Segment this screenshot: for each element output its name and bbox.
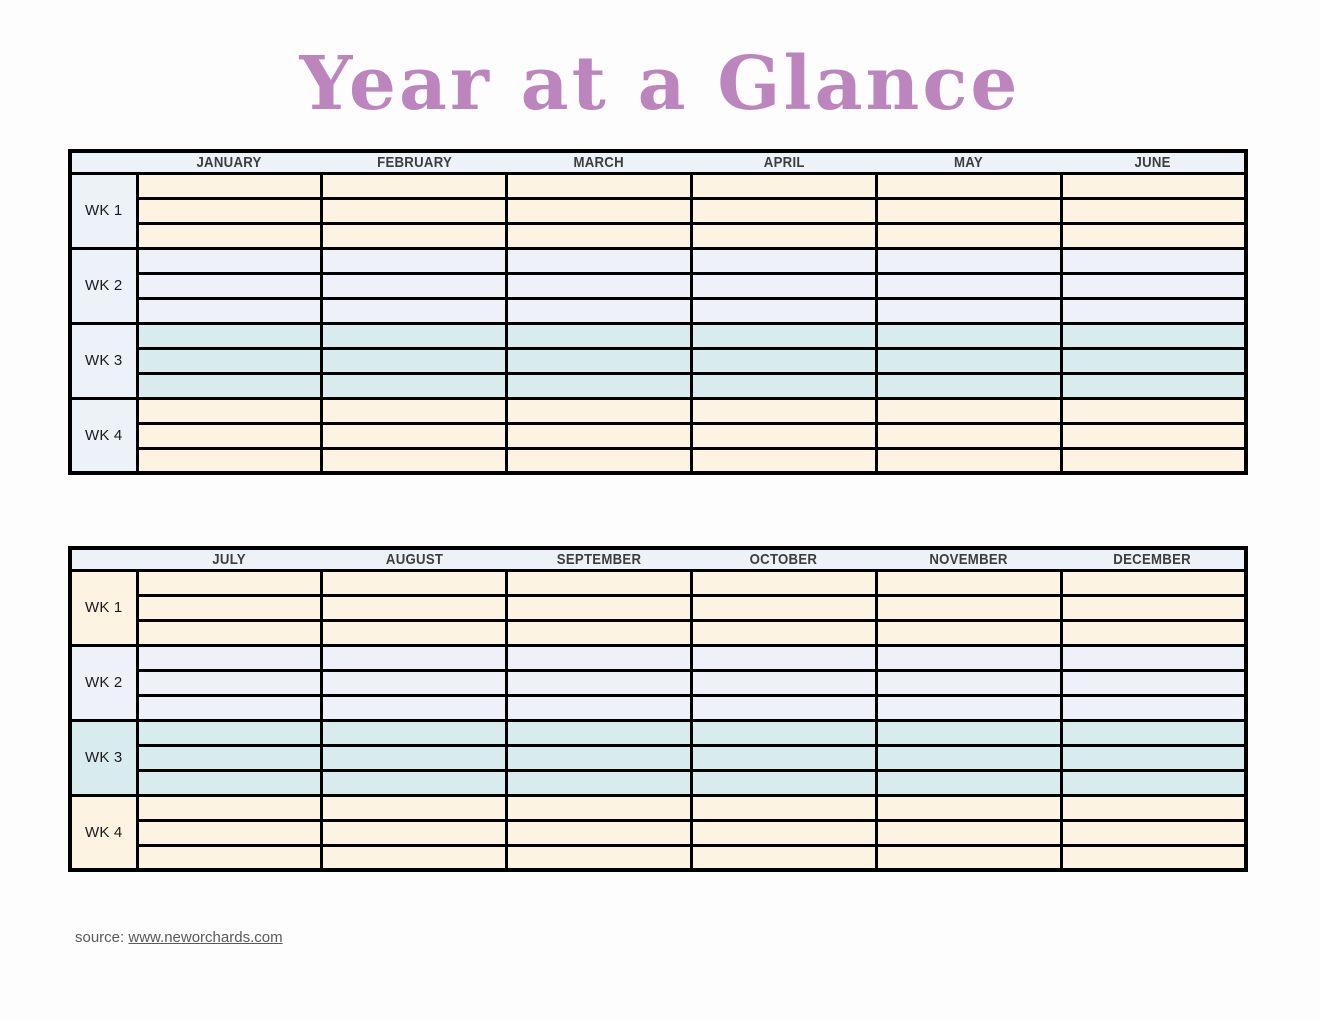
calendar-cell-july-wk-2-line2 xyxy=(137,670,322,695)
calendar-cell-january-wk-4-line3 xyxy=(137,448,322,473)
calendar-cell-may-wk-2-line1 xyxy=(876,248,1061,273)
week-label-wk-2: WK 2 xyxy=(70,645,137,720)
week-label-wk-2: WK 2 xyxy=(70,248,137,323)
calendar-cell-september-wk-2-line3 xyxy=(507,695,692,720)
calendar-cell-july-wk-4-line2 xyxy=(137,820,322,845)
calendar-cell-july-wk-1-line2 xyxy=(137,595,322,620)
calendar-cell-december-wk-1-line2 xyxy=(1061,595,1246,620)
calendar-cell-september-wk-2-line2 xyxy=(507,670,692,695)
week-line-row xyxy=(70,373,1246,398)
calendar-cell-may-wk-2-line3 xyxy=(876,298,1061,323)
calendar-cell-november-wk-2-line1 xyxy=(876,645,1061,670)
calendar-cell-july-wk-3-line2 xyxy=(137,745,322,770)
month-header-october xyxy=(691,548,876,570)
month-header-row xyxy=(70,548,1246,570)
week-line-row xyxy=(70,845,1246,870)
calendar-cell-february-wk-4-line2 xyxy=(322,423,507,448)
month-header-row xyxy=(70,151,1246,173)
month-header-label: SEPTEMBER xyxy=(556,550,642,568)
calendar-cell-november-wk-1-line1 xyxy=(876,570,1061,595)
calendar-cell-october-wk-1-line2 xyxy=(691,595,876,620)
calendar-cell-june-wk-2-line2 xyxy=(1061,273,1246,298)
calendar-cell-april-wk-4-line1 xyxy=(691,398,876,423)
calendar-cell-october-wk-2-line1 xyxy=(691,645,876,670)
month-header-august xyxy=(322,548,507,570)
calendar-cell-september-wk-3-line3 xyxy=(507,770,692,795)
calendar-cell-december-wk-3-line3 xyxy=(1061,770,1246,795)
calendar-cell-march-wk-1-line3 xyxy=(507,223,692,248)
month-header-may xyxy=(876,151,1061,173)
calendar-cell-march-wk-4-line3 xyxy=(507,448,692,473)
month-header-label: OCTOBER xyxy=(750,550,818,568)
calendar-cell-july-wk-1-line1 xyxy=(137,570,322,595)
calendar-cell-june-wk-4-line2 xyxy=(1061,423,1246,448)
calendar-cell-december-wk-3-line1 xyxy=(1061,720,1246,745)
week-line-row xyxy=(70,595,1246,620)
month-header-february xyxy=(322,151,507,173)
calendar-cell-january-wk-1-line1 xyxy=(137,173,322,198)
calendar-cell-october-wk-4-line3 xyxy=(691,845,876,870)
calendar-cell-may-wk-1-line2 xyxy=(876,198,1061,223)
calendar-cell-march-wk-3-line1 xyxy=(507,323,692,348)
source-link[interactable]: www.neworchards.com xyxy=(128,929,283,946)
week-line-row xyxy=(70,820,1246,845)
month-header-november xyxy=(876,548,1061,570)
calendar-cell-october-wk-2-line3 xyxy=(691,695,876,720)
calendar-cell-september-wk-4-line3 xyxy=(507,845,692,870)
calendar-cell-august-wk-1-line3 xyxy=(322,620,507,645)
calendar-cell-june-wk-1-line3 xyxy=(1061,223,1246,248)
calendar-cell-october-wk-2-line2 xyxy=(691,670,876,695)
calendar-cell-august-wk-4-line1 xyxy=(322,795,507,820)
calendar-cell-november-wk-4-line2 xyxy=(876,820,1061,845)
week-line-row xyxy=(70,670,1246,695)
calendar-cell-november-wk-2-line2 xyxy=(876,670,1061,695)
calendar-cell-april-wk-1-line1 xyxy=(691,173,876,198)
calendar-cell-january-wk-2-line1 xyxy=(137,248,322,273)
calendar-cell-february-wk-3-line1 xyxy=(322,323,507,348)
calendar-cell-november-wk-3-line3 xyxy=(876,770,1061,795)
calendar-cell-april-wk-3-line1 xyxy=(691,323,876,348)
calendar-cell-august-wk-1-line2 xyxy=(322,595,507,620)
page-title: Year at a Glance xyxy=(299,41,1021,127)
calendar-cell-june-wk-2-line3 xyxy=(1061,298,1246,323)
calendar-cell-august-wk-2-line1 xyxy=(322,645,507,670)
month-header-label: FEBRUARY xyxy=(376,153,452,171)
week-line-row xyxy=(70,348,1246,373)
week-label-wk-1: WK 1 xyxy=(70,173,137,248)
calendar-cell-june-wk-3-line1 xyxy=(1061,323,1246,348)
calendar-cell-november-wk-3-line2 xyxy=(876,745,1061,770)
calendar-cell-november-wk-4-line1 xyxy=(876,795,1061,820)
calendar-cell-november-wk-4-line3 xyxy=(876,845,1061,870)
calendar-cell-november-wk-1-line3 xyxy=(876,620,1061,645)
calendar-cell-march-wk-1-line2 xyxy=(507,198,692,223)
calendar-cell-january-wk-3-line1 xyxy=(137,323,322,348)
calendar-cell-december-wk-2-line3 xyxy=(1061,695,1246,720)
week-label-wk-3: WK 3 xyxy=(70,323,137,398)
calendar-cell-april-wk-1-line2 xyxy=(691,198,876,223)
calendar-cell-march-wk-2-line3 xyxy=(507,298,692,323)
calendar-cell-august-wk-3-line3 xyxy=(322,770,507,795)
calendar-cell-december-wk-2-line2 xyxy=(1061,670,1246,695)
calendar-cell-february-wk-3-line2 xyxy=(322,348,507,373)
month-header-label: NOVEMBER xyxy=(929,550,1008,568)
calendar-cell-may-wk-1-line1 xyxy=(876,173,1061,198)
calendar-cell-september-wk-3-line1 xyxy=(507,720,692,745)
calendar-cell-november-wk-2-line3 xyxy=(876,695,1061,720)
week-line-row xyxy=(70,198,1246,223)
calendar-cell-june-wk-4-line3 xyxy=(1061,448,1246,473)
calendar-cell-may-wk-3-line1 xyxy=(876,323,1061,348)
calendar-cell-october-wk-4-line1 xyxy=(691,795,876,820)
calendar-cell-december-wk-4-line3 xyxy=(1061,845,1246,870)
calendar-cell-august-wk-4-line3 xyxy=(322,845,507,870)
calendar-cell-august-wk-2-line2 xyxy=(322,670,507,695)
calendar-cell-may-wk-4-line1 xyxy=(876,398,1061,423)
calendar-cell-april-wk-2-line2 xyxy=(691,273,876,298)
calendar-cell-may-wk-3-line2 xyxy=(876,348,1061,373)
calendar-cell-july-wk-3-line3 xyxy=(137,770,322,795)
month-header-december xyxy=(1061,548,1246,570)
calendar-cell-march-wk-3-line2 xyxy=(507,348,692,373)
calendar-cell-december-wk-1-line3 xyxy=(1061,620,1246,645)
calendar-cell-may-wk-3-line3 xyxy=(876,373,1061,398)
month-header-label: MAY xyxy=(954,153,984,171)
week-line-row xyxy=(70,248,1246,273)
calendar-cell-august-wk-3-line1 xyxy=(322,720,507,745)
week-line-row xyxy=(70,720,1246,745)
week-line-row xyxy=(70,423,1246,448)
week-line-row xyxy=(70,448,1246,473)
calendar-cell-march-wk-4-line1 xyxy=(507,398,692,423)
calendar-cell-september-wk-4-line1 xyxy=(507,795,692,820)
month-header-label: AUGUST xyxy=(385,550,443,568)
calendar-cell-november-wk-3-line1 xyxy=(876,720,1061,745)
calendar-cell-february-wk-3-line3 xyxy=(322,373,507,398)
calendar-cell-december-wk-2-line1 xyxy=(1061,645,1246,670)
calendar-cell-december-wk-4-line2 xyxy=(1061,820,1246,845)
calendar-cell-september-wk-2-line1 xyxy=(507,645,692,670)
calendar-cell-april-wk-2-line3 xyxy=(691,298,876,323)
week-label-wk-1: WK 1 xyxy=(70,570,137,645)
calendar-cell-january-wk-2-line2 xyxy=(137,273,322,298)
calendar-cell-august-wk-4-line2 xyxy=(322,820,507,845)
week-line-row xyxy=(70,695,1246,720)
calendar-cell-march-wk-2-line2 xyxy=(507,273,692,298)
calendar-cell-may-wk-4-line2 xyxy=(876,423,1061,448)
calendar-cell-november-wk-1-line2 xyxy=(876,595,1061,620)
month-header-label: JUNE xyxy=(1134,153,1171,171)
calendar-cell-december-wk-4-line1 xyxy=(1061,795,1246,820)
calendar-cell-july-wk-2-line3 xyxy=(137,695,322,720)
calendar-cell-february-wk-1-line1 xyxy=(322,173,507,198)
calendar-cell-october-wk-1-line1 xyxy=(691,570,876,595)
calendar-cell-april-wk-2-line1 xyxy=(691,248,876,273)
calendar-cell-june-wk-3-line2 xyxy=(1061,348,1246,373)
month-header-label: APRIL xyxy=(763,153,805,171)
calendar-cell-september-wk-4-line2 xyxy=(507,820,692,845)
calendar-cell-october-wk-3-line3 xyxy=(691,770,876,795)
week-line-row xyxy=(70,298,1246,323)
calendar-cell-april-wk-3-line3 xyxy=(691,373,876,398)
calendar-cell-january-wk-1-line3 xyxy=(137,223,322,248)
calendar-cell-june-wk-1-line1 xyxy=(1061,173,1246,198)
calendar-cell-february-wk-1-line3 xyxy=(322,223,507,248)
calendar-cell-march-wk-1-line1 xyxy=(507,173,692,198)
calendar-cell-february-wk-2-line3 xyxy=(322,298,507,323)
calendar-cell-december-wk-1-line1 xyxy=(1061,570,1246,595)
calendar-cell-july-wk-3-line1 xyxy=(137,720,322,745)
calendar-cell-april-wk-3-line2 xyxy=(691,348,876,373)
month-header-label: JANUARY xyxy=(196,153,262,171)
calendar-cell-february-wk-4-line1 xyxy=(322,398,507,423)
week-line-row xyxy=(70,398,1246,423)
calendar-cell-august-wk-2-line3 xyxy=(322,695,507,720)
source-label: source: xyxy=(75,929,129,946)
calendar-table-jul-dec xyxy=(68,546,1248,872)
calendar-cell-march-wk-2-line1 xyxy=(507,248,692,273)
week-label-wk-4: WK 4 xyxy=(70,398,137,473)
calendar-cell-july-wk-2-line1 xyxy=(137,645,322,670)
week-line-row xyxy=(70,273,1246,298)
calendar-cell-july-wk-1-line3 xyxy=(137,620,322,645)
week-line-row xyxy=(70,645,1246,670)
calendar-cell-august-wk-1-line1 xyxy=(322,570,507,595)
month-header-label: MARCH xyxy=(573,153,625,171)
calendar-cell-april-wk-4-line3 xyxy=(691,448,876,473)
month-header-june xyxy=(1061,151,1246,173)
calendar-cell-march-wk-4-line2 xyxy=(507,423,692,448)
calendar-cell-january-wk-4-line1 xyxy=(137,398,322,423)
month-header-january xyxy=(137,151,322,173)
week-label-wk-3: WK 3 xyxy=(70,720,137,795)
calendar-cell-january-wk-1-line2 xyxy=(137,198,322,223)
corner-cell xyxy=(70,548,137,570)
calendar-cell-september-wk-1-line1 xyxy=(507,570,692,595)
calendar-cell-august-wk-3-line2 xyxy=(322,745,507,770)
week-line-row xyxy=(70,173,1246,198)
calendar-cell-january-wk-3-line3 xyxy=(137,373,322,398)
calendar-cell-may-wk-1-line3 xyxy=(876,223,1061,248)
calendar-cell-october-wk-4-line2 xyxy=(691,820,876,845)
calendar-cell-june-wk-2-line1 xyxy=(1061,248,1246,273)
week-line-row xyxy=(70,620,1246,645)
source-line xyxy=(75,929,283,946)
calendar-cell-april-wk-1-line3 xyxy=(691,223,876,248)
calendar-cell-september-wk-1-line3 xyxy=(507,620,692,645)
calendar-cell-april-wk-4-line2 xyxy=(691,423,876,448)
calendar-cell-march-wk-3-line3 xyxy=(507,373,692,398)
month-header-september xyxy=(507,548,692,570)
month-header-march xyxy=(507,151,692,173)
week-line-row xyxy=(70,795,1246,820)
week-line-row xyxy=(70,570,1246,595)
week-line-row xyxy=(70,745,1246,770)
calendar-cell-december-wk-3-line2 xyxy=(1061,745,1246,770)
calendar-cell-september-wk-3-line2 xyxy=(507,745,692,770)
calendar-cell-october-wk-3-line1 xyxy=(691,720,876,745)
month-header-april xyxy=(691,151,876,173)
month-header-label: DECEMBER xyxy=(1113,550,1192,568)
calendar-cell-october-wk-1-line3 xyxy=(691,620,876,645)
calendar-cell-may-wk-4-line3 xyxy=(876,448,1061,473)
calendar-cell-february-wk-4-line3 xyxy=(322,448,507,473)
calendar-cell-july-wk-4-line3 xyxy=(137,845,322,870)
calendar-cell-june-wk-3-line3 xyxy=(1061,373,1246,398)
calendar-cell-january-wk-3-line2 xyxy=(137,348,322,373)
week-line-row xyxy=(70,770,1246,795)
calendar-table-jan-jun xyxy=(68,149,1248,475)
calendar-cell-october-wk-3-line2 xyxy=(691,745,876,770)
calendar-cell-february-wk-2-line2 xyxy=(322,273,507,298)
month-header-july xyxy=(137,548,322,570)
calendar-cell-january-wk-2-line3 xyxy=(137,298,322,323)
calendar-cell-july-wk-4-line1 xyxy=(137,795,322,820)
calendar-cell-january-wk-4-line2 xyxy=(137,423,322,448)
week-line-row xyxy=(70,323,1246,348)
month-header-label: JULY xyxy=(212,550,247,568)
calendar-cell-june-wk-1-line2 xyxy=(1061,198,1246,223)
calendar-cell-september-wk-1-line2 xyxy=(507,595,692,620)
week-line-row xyxy=(70,223,1246,248)
calendar-cell-may-wk-2-line2 xyxy=(876,273,1061,298)
calendar-cell-february-wk-1-line2 xyxy=(322,198,507,223)
calendar-cell-june-wk-4-line1 xyxy=(1061,398,1246,423)
calendar-cell-february-wk-2-line1 xyxy=(322,248,507,273)
week-label-wk-4: WK 4 xyxy=(70,795,137,870)
corner-cell xyxy=(70,151,137,173)
